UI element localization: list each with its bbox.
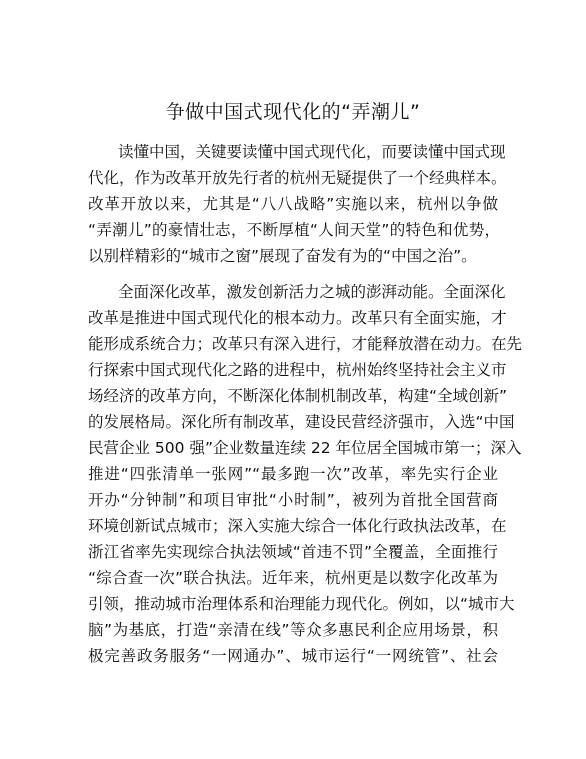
- paragraph-line: 改革开放以来，尤其是“八八战略”实施以来，杭州以争做: [88, 195, 498, 213]
- paragraph-line: 场经济的改革方向，不断深化体制机制改革，构建“全域创新”: [88, 387, 508, 405]
- paragraph-line: “综合查一次”联合执法。近年来，杭州更是以数字化改革为: [88, 569, 498, 587]
- paragraph-line: “弄潮儿”的豪情壮志，不断厚植“人间天堂”的特色和优势，: [88, 221, 500, 239]
- paragraph-line: 民营企业 500 强”企业数量连续 22 年位居全国城市第一；深入: [88, 439, 522, 457]
- paragraph-line: 改革是推进中国式现代化的根本动力。改革只有全面实施，才: [88, 309, 507, 327]
- paragraph-line: 代化，作为改革开放先行者的杭州无疑提供了一个经典样本。: [88, 169, 507, 187]
- paragraph-line: 开办“分钟制”和项目审批“小时制”，被列为首批全国营商: [88, 491, 498, 509]
- paragraph-line: 读懂中国，关键要读懂中国式现代化，而要读懂中国式现: [118, 143, 506, 161]
- paragraph-line: 脑”为基底，打造“亲清在线”等众多惠民利企应用场景，积: [88, 621, 498, 639]
- paragraph-line: 浙江省率先实现综合执法领域“首违不罚”全覆盖，全面推行: [88, 543, 498, 561]
- paragraph-line: 引领，推动城市治理体系和治理能力现代化。例如，以“城市大: [88, 595, 515, 613]
- paragraph-line: 环境创新试点城市；深入实施大综合一体化行政执法改革，在: [88, 517, 507, 535]
- paragraph-line: 全面深化改革，激发创新活力之城的澎湃动能。全面深化: [118, 283, 506, 301]
- article-title: 争做中国式现代化的“弄潮儿”: [165, 101, 421, 123]
- paragraph-line: 推进“四张清单一张网”“最多跑一次”改革，率先实行企业: [88, 465, 498, 483]
- paragraph-line: 的发展格局。深化所有制改革，建设民营经济强市，入选“中国: [88, 413, 515, 431]
- paragraph-line: 能形成系统合力；改革只有深入进行，才能释放潜在动力。在先: [88, 335, 523, 353]
- paragraph-line: 以别样精彩的“城市之窗”展现了奋发有为的“中国之治”。: [88, 247, 477, 265]
- paragraph-line: 极完善政务服务“一网通办”、城市运行“一网统管”、社会: [88, 647, 498, 665]
- paragraph-line: 行探索中国式现代化之路的进程中，杭州始终坚持社会主义市: [88, 361, 507, 379]
